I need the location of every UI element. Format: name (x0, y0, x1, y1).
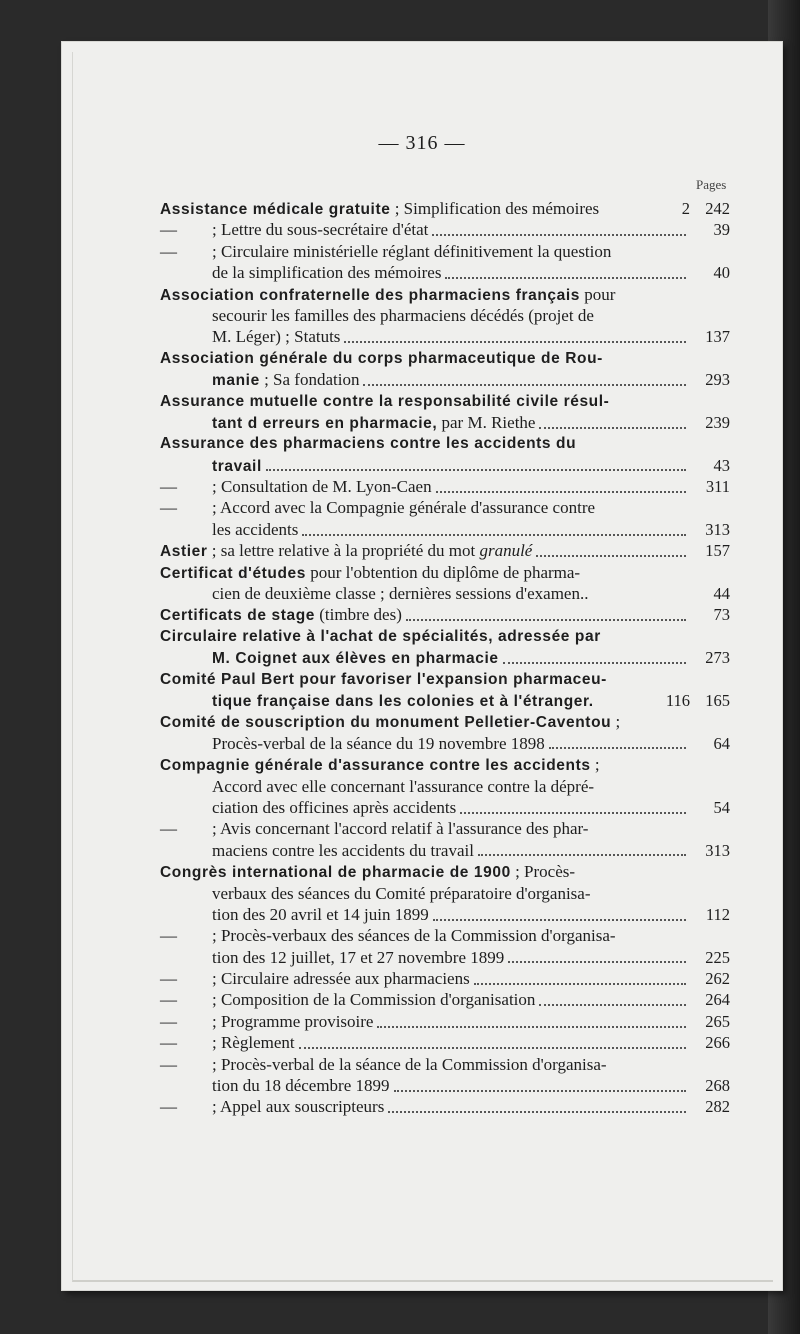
entry-text: Accord avec elle concernant l'assurance contre la dépré- (212, 776, 595, 796)
dot-leader (549, 747, 686, 749)
dot-leader (508, 961, 686, 963)
page-ref: 54 (713, 797, 730, 817)
ditto-dash: — (160, 1097, 177, 1117)
index-line (160, 348, 730, 369)
index-line (160, 690, 730, 711)
entry-text: ; Consultation de M. Lyon-Caen (212, 477, 432, 497)
entry-text: de la simplification des mémoires (212, 263, 442, 283)
entry-text: M. Léger) ; Statuts (212, 327, 341, 347)
entry-text: pour (584, 284, 616, 304)
entry-text: tion des 12 juillet, 17 et 27 novembre 1899 (212, 947, 505, 967)
page-ref: 39 (713, 220, 730, 240)
entry-heading: Comité Paul Bert pour favoriser l'expansion pharmaceu- (160, 670, 607, 688)
entry-heading: tant d erreurs en pharmacie, (212, 414, 438, 432)
index-line (160, 669, 730, 690)
page-ref: 282 (705, 1097, 730, 1117)
index-line (160, 1032, 730, 1053)
entry-heading: Association générale du corps pharmaceutique de Rou- (160, 349, 603, 367)
dot-leader (460, 812, 686, 814)
entry-heading: Assurance des pharmaciens contre les accidents du (160, 435, 577, 453)
page-ref: 266 (705, 1033, 730, 1053)
page-ref: 311 (705, 477, 730, 497)
page-ref: 73 (713, 605, 730, 625)
entry-heading: tique française dans les colonies et à l'étranger. (212, 692, 594, 710)
page-ref: 293 (705, 370, 730, 390)
inline-page-ref: 116 (665, 690, 690, 710)
index-line (160, 455, 730, 476)
page-ref: 313 (705, 840, 730, 860)
entry-text: maciens contre les accidents du travail (212, 840, 474, 860)
entry-heading: Congrès international de pharmacie de 1900 (160, 864, 511, 882)
index-line (160, 1011, 730, 1032)
entry-text: ; Procès-verbaux des séances de la Commission d'organisa- (212, 926, 616, 946)
index-line (160, 626, 730, 647)
dot-leader (539, 427, 686, 429)
pages-column-header: Pages (696, 177, 727, 192)
entry-heading: Comité de souscription du monument Pelletier-Caventou (160, 714, 612, 732)
ditto-dash: — (160, 969, 177, 989)
index-line (160, 241, 730, 262)
entry-text: (timbre des) (319, 605, 402, 625)
entry-text: ; Lettre du sous-secrétaire d'état (212, 220, 429, 240)
entry-text: pour l'obtention du diplôme de pharma- (310, 562, 581, 582)
index-line (160, 198, 730, 219)
entry-text: ciation des officines après accidents (212, 797, 457, 817)
entry-text: ; Circulaire ministérielle réglant définitivement la question (212, 241, 612, 261)
index-line (160, 883, 730, 904)
page-ref: 268 (705, 1076, 730, 1096)
dot-leader (432, 234, 686, 236)
page-ref: 112 (705, 904, 730, 924)
entry-heading: Astier (160, 543, 208, 561)
entry-text: ; Simplification des mémoires (394, 199, 600, 218)
entry-heading: Assistance médicale gratuite (160, 201, 391, 218)
dot-leader (445, 277, 686, 279)
dot-leader (302, 534, 686, 536)
index-line (160, 904, 730, 925)
entry-text: ; Circulaire adressée aux pharmaciens (212, 969, 470, 989)
dot-leader (377, 1026, 686, 1028)
entry-heading: Association confraternelle des pharmaciens français (160, 286, 580, 304)
entry-text: secourir les familles des pharmaciens décédés (projet de (212, 305, 594, 325)
entry-text: Procès-verbal de la séance du 19 novembre 1898 (212, 733, 545, 753)
dot-leader (406, 619, 686, 621)
entry-text: ; Avis concernant l'accord relatif à l'assurance des phar- (212, 819, 589, 839)
entry-text: ; sa lettre relative à la propriété du mot (211, 541, 476, 561)
index-line (160, 1096, 730, 1117)
index-line (160, 711, 730, 732)
entry-text: ; Sa fondation (264, 370, 360, 390)
index-line (160, 433, 730, 454)
index-line (160, 412, 730, 433)
index-line (160, 391, 730, 412)
ditto-dash: — (160, 990, 177, 1010)
page-ref: 265 (705, 1011, 730, 1031)
page-ref: 242 (705, 199, 730, 218)
entry-text: ; (594, 755, 600, 775)
entry-heading: Assurance mutuelle contre la responsabilité civile résul- (160, 392, 610, 410)
page-ref: 225 (705, 947, 730, 967)
page-ref: 157 (705, 541, 730, 561)
entry-text: cien de deuxième classe ; dernières sessions d'examen.. (212, 584, 589, 604)
entry-heading: Certificats de stage (160, 607, 315, 625)
entry-text: verbaux des séances du Comité préparatoire d'organisa- (212, 883, 591, 903)
page-ref: 40 (713, 263, 730, 283)
dot-leader (436, 491, 686, 493)
index-line (160, 968, 730, 989)
index-line (160, 797, 730, 818)
index-line (160, 925, 730, 946)
entry-text: tion des 20 avril et 14 juin 1899 (212, 904, 429, 924)
page-ref: 64 (713, 733, 730, 753)
index-line (160, 476, 730, 497)
document-page (62, 42, 782, 1290)
dot-leader (266, 469, 686, 471)
index-line (160, 733, 730, 754)
entry-text: par M. Riethe (441, 412, 536, 432)
dot-leader (299, 1047, 686, 1049)
page-ref: 137 (705, 327, 730, 347)
entry-text: ; Règlement (212, 1033, 295, 1053)
dot-leader (478, 854, 686, 856)
ditto-dash: — (160, 1054, 177, 1074)
entry-heading: Compagnie générale d'assurance contre les accidents (160, 757, 591, 775)
dot-leader (503, 662, 686, 664)
ditto-dash: — (160, 1011, 177, 1031)
index-line (160, 262, 730, 283)
index-line (160, 219, 730, 240)
dot-leader (536, 555, 686, 557)
entry-heading: manie (212, 372, 260, 390)
page-ref: 313 (705, 519, 730, 539)
page-number: — 316 — (378, 132, 466, 154)
ditto-dash: — (160, 220, 177, 240)
entry-heading: M. Coignet aux élèves en pharmacie (212, 650, 499, 668)
index-line (160, 647, 730, 668)
index-line (160, 540, 730, 561)
index-line (160, 583, 730, 604)
index-line (160, 776, 730, 797)
index-line (160, 604, 730, 625)
ditto-dash: — (160, 1033, 177, 1053)
index-line (160, 1075, 730, 1096)
index-line (160, 305, 730, 326)
dot-leader (433, 919, 686, 921)
dot-leader (363, 384, 686, 386)
entry-text: les accidents (212, 519, 299, 539)
index-line (160, 284, 730, 305)
index-line (160, 1054, 730, 1075)
entry-text: ; Accord avec la Compagnie générale d'assurance contre (212, 498, 596, 518)
page-ref: 273 (705, 648, 730, 668)
ditto-dash: — (160, 477, 177, 497)
dot-leader (539, 1004, 686, 1006)
dot-leader (474, 983, 686, 985)
entry-text: ; (615, 712, 621, 732)
ditto-dash: — (160, 819, 177, 839)
entry-text: ; Appel aux souscripteurs (212, 1097, 385, 1117)
index-line (160, 861, 730, 882)
entry-heading: Certificat d'études (160, 564, 307, 582)
index-line (160, 947, 730, 968)
entry-text: ; Procès- (515, 862, 576, 882)
index-entries (160, 198, 730, 1118)
ditto-dash: — (160, 498, 177, 518)
entry-text: tion du 18 décembre 1899 (212, 1076, 390, 1096)
entry-text: ; Composition de la Commission d'organisation (212, 990, 536, 1010)
ditto-dash: — (160, 926, 177, 946)
page-ref: 43 (713, 455, 730, 475)
entry-text: ; Procès-verbal de la séance de la Commission d'organisa- (212, 1054, 607, 1074)
index-line (160, 326, 730, 347)
dot-leader (394, 1090, 686, 1092)
page-ref: 165 (705, 690, 730, 710)
inline-page-ref: 2 (681, 199, 690, 218)
dot-leader (388, 1111, 686, 1113)
entry-heading: travail (212, 457, 262, 475)
page-ref: 264 (705, 990, 730, 1010)
index-line (160, 818, 730, 839)
dot-leader (344, 341, 686, 343)
index-line (160, 754, 730, 775)
index-line (160, 562, 730, 583)
entry-text: ; Programme provisoire (212, 1011, 374, 1031)
page-ref: 262 (705, 969, 730, 989)
page-ref: 44 (713, 584, 730, 604)
index-line (160, 497, 730, 518)
index-line (160, 989, 730, 1010)
ditto-dash: — (160, 241, 177, 261)
index-line (160, 369, 730, 390)
entry-italic-term: granulé (479, 541, 533, 561)
index-line (160, 840, 730, 861)
entry-heading: Circulaire relative à l'achat de spécialités, adressée par (160, 627, 601, 645)
page-ref: 239 (705, 412, 730, 432)
index-line (160, 519, 730, 540)
